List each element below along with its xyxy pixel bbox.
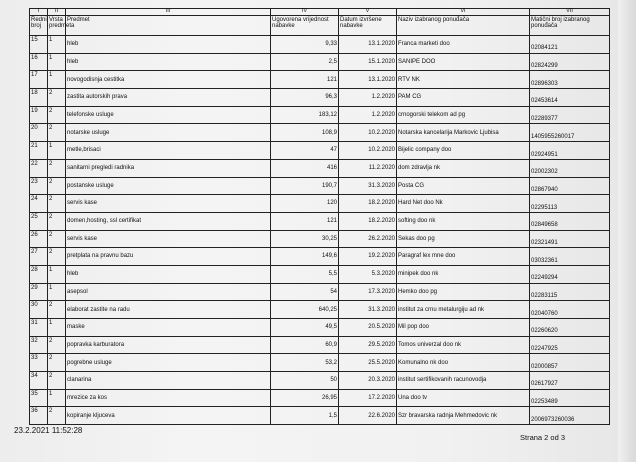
row-date: 11.2.2020 [339,159,397,177]
header-naziv: Naziv izabranog ponuđača [397,16,530,36]
row-supplier: PAM CG [397,89,530,107]
row-type: 2 [48,230,66,248]
print-timestamp: 23.2.2021 11:52:28 [14,426,83,435]
row-date: 22.6.2020 [339,407,397,425]
row-number: 34 [30,372,48,390]
row-supplier: Notarska kancelarija Markovic Ljubisa [397,124,530,142]
table-row [30,389,610,407]
header-maticni: Matični broj izabranog ponuđača [530,16,610,36]
row-supplier: Sekas doo pg [397,230,530,248]
row-subject: popravka karburatora [66,336,271,354]
row-number: 33 [30,354,48,372]
row-value: 54 [271,283,339,301]
row-number: 28 [30,265,48,283]
page-edge-shadow [618,0,636,462]
row-number: 17 [30,71,48,89]
table-row [30,319,610,337]
row-number: 21 [30,142,48,160]
row-date: 1.2.2020 [339,89,397,107]
col-roman-3: III [66,9,271,16]
table-row [30,36,610,54]
row-number: 23 [30,177,48,195]
row-supplier: minipek doo nk [397,265,530,283]
row-value: 26,95 [271,389,339,407]
header-vrijednost: Ugovorena vrijednost nabavke [271,16,339,36]
row-value: 121 [271,212,339,230]
row-reg-number: 02000857 [530,354,610,372]
header-datum: Datum izvršene nabavke [339,16,397,36]
row-number: 25 [30,212,48,230]
table-row [30,230,610,248]
row-type: 1 [48,36,66,54]
table-row [30,336,610,354]
row-supplier: Tomos univerzal doo nk [397,336,530,354]
row-reg-number: 02002302 [530,159,610,177]
row-date: 13.1.2020 [339,71,397,89]
row-subject: notarske usluge [66,124,271,142]
row-number: 31 [30,319,48,337]
row-supplier: SANIPE DOO [397,53,530,71]
row-value: 60,9 [271,336,339,354]
table-row [30,265,610,283]
row-date: 1.2.2020 [339,106,397,124]
row-number: 15 [30,36,48,54]
row-date: 18.2.2020 [339,212,397,230]
row-date: 13.1.2020 [339,36,397,54]
procurement-table [29,8,610,425]
table-row [30,301,610,319]
table-row [30,71,610,89]
row-value: 96,3 [271,89,339,107]
row-type: 1 [48,53,66,71]
col-roman-6: VI [397,9,530,16]
row-subject: servis kase [66,230,271,248]
row-supplier: institut sertifikovanih racunovodja [397,372,530,390]
row-type: 1 [48,265,66,283]
col-roman-5: V [339,9,397,16]
row-reg-number: 02289377 [530,106,610,124]
table-row [30,372,610,390]
row-reg-number: 02283115 [530,283,610,301]
row-subject: asepsol [66,283,271,301]
table-row [30,195,610,213]
row-reg-number: 1405955260017 [530,124,610,142]
page-number: Strana 2 od 3 [520,433,566,442]
row-number: 20 [30,124,48,142]
row-type: 2 [48,124,66,142]
row-supplier: Komunalno nk doo [397,354,530,372]
row-reg-number: 02867940 [530,177,610,195]
row-value: 30,25 [271,230,339,248]
row-value: 120 [271,195,339,213]
row-subject: mrezice za kos [66,389,271,407]
row-type: 2 [48,195,66,213]
table-row [30,283,610,301]
row-supplier: Paragraf lex mne doo [397,248,530,266]
table-row [30,89,610,107]
table-row [30,53,610,71]
row-reg-number: 02453614 [530,89,610,107]
table-row [30,212,610,230]
row-subject: hleb [66,53,271,71]
row-number: 24 [30,195,48,213]
row-subject: novogodisnja cestitka [66,71,271,89]
row-value: 149,6 [271,248,339,266]
row-number: 18 [30,89,48,107]
row-reg-number: 02849658 [530,212,610,230]
row-reg-number: 02617927 [530,372,610,390]
row-date: 19.2.2020 [339,248,397,266]
table-row [30,159,610,177]
row-type: 1 [48,283,66,301]
row-subject: hleb [66,265,271,283]
row-type: 2 [48,106,66,124]
row-date: 10.2.2020 [339,124,397,142]
row-subject: maske [66,319,271,337]
table-row [30,124,610,142]
row-subject: clanarina [66,372,271,390]
row-reg-number: 02249294 [530,265,610,283]
row-date: 29.5.2020 [339,336,397,354]
row-date: 18.2.2020 [339,195,397,213]
row-type: 2 [48,407,66,425]
row-supplier: Hard Net doo Nk [397,195,530,213]
row-value: 183,12 [271,106,339,124]
row-value: 190,7 [271,177,339,195]
row-value: 47 [271,142,339,160]
row-reg-number: 02084121 [530,36,610,54]
row-subject: hleb [66,36,271,54]
table-row [30,142,610,160]
row-subject: sanitarni pregledi radnika [66,159,271,177]
row-date: 20.5.2020 [339,319,397,337]
row-value: 2,5 [271,53,339,71]
row-reg-number: 02321491 [530,230,610,248]
row-type: 1 [48,142,66,160]
row-subject: pretplata na pravnu bazu [66,248,271,266]
table-row [30,407,610,425]
row-value: 5,5 [271,265,339,283]
row-value: 1,5 [271,407,339,425]
row-number: 36 [30,407,48,425]
row-subject: postanske usluge [66,177,271,195]
row-date: 25.5.2020 [339,354,397,372]
row-date: 5.3.2020 [339,265,397,283]
row-supplier: institut za crnu metalurgiju ad nk [397,301,530,319]
row-number: 35 [30,389,48,407]
row-type: 2 [48,336,66,354]
row-number: 19 [30,106,48,124]
row-subject: servis kase [66,195,271,213]
table-row [30,354,610,372]
row-date: 31.3.2020 [339,301,397,319]
row-value: 640,25 [271,301,339,319]
row-subject: zastita autorskih prava [66,89,271,107]
row-subject: elaborat zastite na radu [66,301,271,319]
row-date: 31.3.2020 [339,177,397,195]
row-type: 2 [48,354,66,372]
row-value: 50 [271,372,339,390]
row-type: 2 [48,159,66,177]
row-supplier: Bijelic company doo [397,142,530,160]
row-value: 416 [271,159,339,177]
col-roman-2: II [48,9,66,16]
row-subject: metle,brisaci [66,142,271,160]
row-supplier: Mil pop doo [397,319,530,337]
row-supplier: Hemko doo pg [397,283,530,301]
row-date: 20.3.2020 [339,372,397,390]
row-reg-number: 02924951 [530,142,610,160]
table-row [30,248,610,266]
row-subject: domen,hosting, ssl certifikat [66,212,271,230]
row-value: 121 [271,71,339,89]
row-number: 29 [30,283,48,301]
row-type: 2 [48,89,66,107]
table-row [30,106,610,124]
header-redni-broj: Redni broj [30,16,48,36]
row-subject: pogrebne usluge [66,354,271,372]
row-supplier: RTV NK [397,71,530,89]
row-date: 26.2.2020 [339,230,397,248]
row-value: 108,9 [271,124,339,142]
row-subject: telefonske usluge [66,106,271,124]
row-reg-number: 02253489 [530,389,610,407]
row-value: 49,5 [271,319,339,337]
row-supplier: Franca marketi doo [397,36,530,54]
col-roman-4: IV [271,9,339,16]
row-type: 2 [48,248,66,266]
row-type: 2 [48,301,66,319]
col-roman-1: I [30,9,48,16]
row-supplier: softing doo nk [397,212,530,230]
header-row [30,16,610,36]
row-subject: kopiranje kljuceva [66,407,271,425]
row-reg-number: 02040760 [530,301,610,319]
table-body [30,36,610,425]
row-type: 1 [48,389,66,407]
row-reg-number: 02295113 [530,195,610,213]
row-date: 17.3.2020 [339,283,397,301]
row-number: 27 [30,248,48,266]
row-date: 17.2.2020 [339,389,397,407]
row-reg-number: 03032361 [530,248,610,266]
row-value: 53,2 [271,354,339,372]
row-supplier: Una doo tv [397,389,530,407]
row-value: 9,33 [271,36,339,54]
header-predmet: Predmet [66,16,271,36]
row-supplier: Szr bravarska radnja Mehmedovic nk [397,407,530,425]
col-roman-7: VII [530,9,610,16]
header-vrsta-predmeta: Vrsta predmeta [48,16,66,36]
row-reg-number: 02260620 [530,319,610,337]
row-reg-number: 2006973260036 [530,407,610,425]
row-number: 26 [30,230,48,248]
row-type: 2 [48,177,66,195]
row-number: 30 [30,301,48,319]
row-date: 15.1.2020 [339,53,397,71]
row-date: 10.2.2020 [339,142,397,160]
row-reg-number: 02896303 [530,71,610,89]
row-type: 2 [48,212,66,230]
row-type: 1 [48,71,66,89]
row-reg-number: 02247925 [530,336,610,354]
row-reg-number: 02824299 [530,53,610,71]
row-number: 16 [30,53,48,71]
row-type: 2 [48,372,66,390]
table-row [30,177,610,195]
row-supplier: Posta CG [397,177,530,195]
row-type: 1 [48,319,66,337]
roman-numeral-row [30,9,610,16]
row-supplier: crnogorski telekom ad pg [397,106,530,124]
row-supplier: dom zdravlja nk [397,159,530,177]
row-number: 32 [30,336,48,354]
row-number: 22 [30,159,48,177]
